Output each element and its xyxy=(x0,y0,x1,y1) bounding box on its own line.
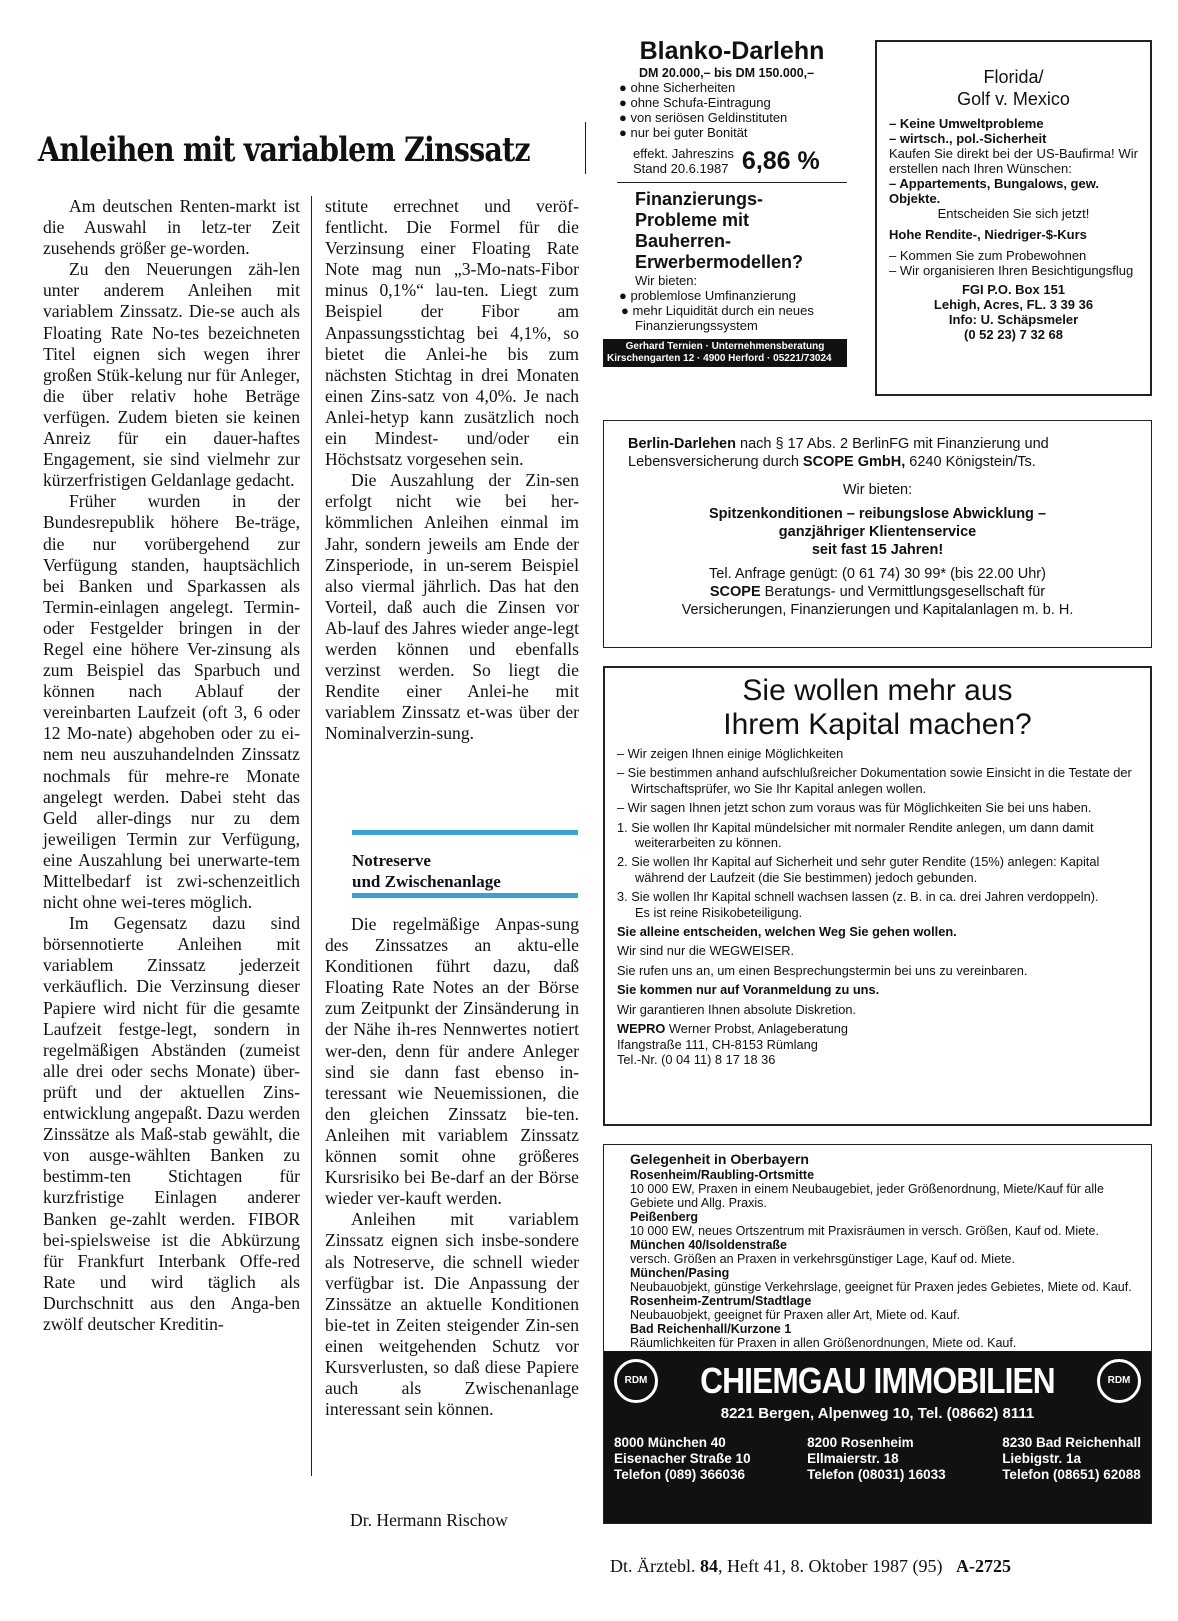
ad-title: Gelegenheit in Oberbayern xyxy=(630,1151,809,1167)
paragraph: Die regelmäßige Anpas-sung des Zinssatzes an aktu-elle Konditionen führt dazu, daß Floating Rate Notes an der Börse zum Zeitpunkt der Zinsänderung in der Nähe ih-res Nennwertes notiert wer-den, denn für andere Anleger sind sie dann fast ebenso in-teressant wie Neuemissionen, die den gleichen Zinssatz bie-ten. Anleihen mit variablem Zinssatz können somit ohne größeres Kursrisiko bei Be-darf an der Börse wieder ver-kauft werden. xyxy=(325,914,579,1209)
list-item: – Wir sagen Ihnen jetzt schon zum voraus was für Möglichkeiten Sie bei uns haben. xyxy=(617,800,1092,816)
list-item: 2. Sie wollen Ihr Kapital auf Sicherheit und sehr guter Rendite (15%) anlegen: Kapital während der Laufzeit (die Sie bestimmen) jedoch gebunden. xyxy=(617,854,1100,885)
ad-kapital xyxy=(603,666,1152,1126)
offer-label: Wir bieten: xyxy=(635,273,698,288)
contact-block: Tel. Anfrage genügt: (0 61 74) 30 99* (bis 22.00 Uhr) SCOPE Beratungs- und Vermittlungsgesellschaft für Versicherungen, Finanzierungen und Kapitalanlagen m. b. H. xyxy=(681,566,1074,618)
paragraph: Die Auszahlung der Zin-sen erfolgt nicht wie bei her-kömmlichen Anleihen einmal im Jahr, sondern jeweils am Ende der Zinsperiode, in un-serem Beispiel also viermal jährlich. Das hat den Vorteil, daß auch die Zinsen vor Ab-lauf des Jahres wieder ange-legt werden können und ebenfalls verzinst werden. So liegt die Rendite einer Anlei-he mit variablem Zinssatz et-was über der Nominalverzin-sung. xyxy=(325,470,579,744)
list-item: – Kommen Sie zum Probewohnen xyxy=(889,248,1087,263)
listing-entry: München/Pasing Neubauobjekt, günstige Verkehrslage, geeignet für Praxen jedes Gebietes, Miete od. Kauf. xyxy=(630,1266,1132,1294)
contact-line: Gerhard Ternien · Unternehmensberatung xyxy=(625,341,825,352)
list-item: ● mehr Liquidität durch ein neues Finanzierungssystem xyxy=(621,303,814,333)
list-item: ● von seriösen Geldinstituten xyxy=(619,110,788,125)
headline-line: Finanzierungs- xyxy=(635,189,764,209)
journal-name: Dt. Ärztebl. xyxy=(610,1556,700,1576)
list-item: ● ohne Schufa-Eintragung xyxy=(619,95,771,110)
ad-berlin xyxy=(603,420,1152,648)
list-item: – wirtsch., pol.-Sicherheit xyxy=(889,131,1047,146)
rdm-logo-icon: RDM xyxy=(614,1359,658,1403)
listing-entry: München 40/Isoldenstraße versch. Größen an Praxen in verkehrsgünstiger Lage, Kauf od. Miete. xyxy=(630,1238,1015,1266)
article-column-2 xyxy=(325,196,579,744)
paragraph: Sie alleine entscheiden, welchen Weg Sie gehen wollen. xyxy=(617,924,957,940)
headline-line: Probleme mit xyxy=(635,210,750,230)
paragraph: Im Gegensatz dazu sind börsennotierte Anleihen mit variablem Zinssatz jederzeit verkäuflich. Die Verzinsung dieser Papiere wird nicht für die gesamte Laufzeit festge-legt, sondern in regelmäßigen Abständen (zumeist alle drei oder sechs Monate) über-prüft und der aktuellen Zins-entwicklung angepaßt. Dazu werden Zinssätze als Maß-stab gewählt, die von ausge-wählten Banken zu bestimm-ten Stichtagen für kurzfristige Einlagen anderer Banken ge-zahlt werden. FIBOR bei-spielsweise ist die Abkürzung für Frankfurt Interbank Offe-red Rate und wird täglich als Durchschnitt aus den Anga-ben zwölf deutscher Kreditin- xyxy=(43,913,300,1334)
contact-block: WEPRO Werner Probst, Anlageberatung Ifangstraße 111, CH-8153 Rümlang Tel.-Nr. (0 04 11) 8 17 18 36 xyxy=(617,1021,848,1067)
rate-label: effekt. Jahreszins xyxy=(633,146,734,161)
ad-title: Florida/ Golf v. Mexico xyxy=(957,67,1070,109)
list-item: – Appartements, Bungalows, gew. Objekte. xyxy=(889,176,1099,206)
headline-line: Bauherren- xyxy=(635,231,732,251)
ad-chiemgau xyxy=(603,1144,1152,1524)
paragraph: Früher wurden in der Bundesrepublik höhere Be-träge, die nur vorübergehend zur Verfügung standen, hauptsächlich bei Banken und Sparkassen als Termin-einlagen angelegt. Termin-oder Festgelder bringen in der Regel eine höhere Ver-zinsung als zum Beispiel das Sparbuch und können nach Ablauf der vereinbarten Laufzeit (oft 3, 6 oder 12 Mo-nate) abgehoben oder zu ei-nem neu auszuhandelnden Zinssatz nochmals für mehre-re Monate angelegt werden. Dabei steht das Geld aller-dings nur zu dem jeweiligen Termin zur Verfügung, eine Auszahlung bei unerwarte-tem Mittelbedarf ist zwi-schenzeitlich nicht ohne wei-teres möglich. xyxy=(43,491,300,913)
article-title: Anleihen mit variablem Zinssatz xyxy=(38,130,530,170)
contact-line: Kirschengarten 12 · 4900 Herford · 05221/73024 xyxy=(607,353,832,364)
list-item: ● nur bei guter Bonität xyxy=(619,125,748,140)
paragraph: stitute errechnet und veröf-fentlicht. Die Formel für die Verzinsung einer Floating Rate Note mag nun „3-Mo-nats-Fibor minus 0,1%“ lau-ten. Liegt zum Beispiel der Fibor am Anpassungsstichtag bei 4,1%, so bietet die Anlei-he bis zum nächsten Stichtag in drei Monaten einen Zins-satz von 4,0%. Je nach Anlei-hetyp kann zusätzlich noch ein Mindest- und/oder ein Höchstsatz vorgesehen sein. xyxy=(325,196,579,470)
article-column-1 xyxy=(43,196,300,1335)
ad-subtitle: DM 20.000,– bis DM 150.000,– xyxy=(639,66,815,80)
subheading-rule-top xyxy=(352,830,578,835)
office: 8000 München 40 Eisenacher Straße 10 Telefon (089) 366036 xyxy=(614,1435,751,1482)
listing-entry: Bad Reichenhall/Kurzone 1 Räumlichkeiten für Praxen in allen Größenordnungen, Miete od. Kauf. xyxy=(630,1322,1017,1350)
rate-date: Stand 20.6.1987 xyxy=(633,161,729,176)
author: Dr. Hermann Rischow xyxy=(350,1510,508,1530)
list-item: – Wir zeigen Ihnen einige Möglichkeiten xyxy=(617,746,844,761)
list-item: – Keine Umweltprobleme xyxy=(889,116,1044,131)
volume: 84 xyxy=(699,1556,718,1576)
office: 8230 Bad Reichenhall Liebigstr. 1a Telefon (08651) 62088 xyxy=(1002,1435,1141,1482)
listing-entry: Rosenheim/Raubling-Ortsmitte 10 000 EW, Praxen in einem Neubaugebiet, jeder Größenordnung, Miete/Kauf für alle Gebiete und Allg. Praxis. xyxy=(630,1168,1104,1210)
contact-bar xyxy=(603,339,847,367)
list-item: 3. Sie wollen Ihr Kapital schnell wachsen lassen (z. B. in ca. drei Jahren verdoppeln). xyxy=(617,889,1099,905)
office: 8200 Rosenheim Ellmaierstr. 18 Telefon (08031) 16033 xyxy=(807,1435,946,1482)
subheading-line: und Zwischenanlage xyxy=(352,872,501,891)
listing-entry: Peißenberg 10 000 EW, neues Ortszentrum mit Praxisräumen in versch. Größen, Kauf od. Miete. xyxy=(630,1210,1099,1238)
paragraph: Entscheiden Sie sich jetzt! xyxy=(937,206,1090,221)
list-item: 1. Sie wollen Ihr Kapital mündelsicher mit normaler Rendite anlegen, um dann damit weiterarbeiten zu können. xyxy=(617,819,1094,851)
ad-blanko xyxy=(603,36,861,406)
ad-title: Blanko-Darlehn xyxy=(639,37,825,65)
ad-title: Sie wollen mehr aus Ihrem Kapital machen? xyxy=(723,674,1032,741)
paragraph: Zu den Neuerungen zäh-len unter anderem Anleihen mit variablem Zinssatz. Die-se auch als Floating Rate No-tes bezeichneten Titel eignen sich wegen ihrer großen Stük-kelung nur für Anleger, die über relativ hohe Beträge verfügen. Zudem bieten sie keinen Anreiz für ein dauer-haftes Engagement, sie sind vielmehr zur kürzerfristigen Geldanlage gedacht. xyxy=(43,259,300,491)
paragraph: Anleihen mit variablem Zinssatz eignen sich insbe-sondere als Notreserve, die schnell wieder verfügbar ist. Die Anpassung der Zinssätze an aktuelle Konditionen bie-tet in Zeiten steigender Zin-sen einen weitgehenden Schutz vor Kursverlusten, so daß diese Papiere auch als Zwischenanlage interessant sein können. xyxy=(325,1209,579,1420)
subheading xyxy=(352,850,501,892)
interest-rate: 6,86 % xyxy=(741,147,820,175)
list-item: ● ohne Sicherheiten xyxy=(619,80,736,95)
ad-florida xyxy=(875,40,1152,396)
list-item: – Sie bestimmen anhand aufschlußreicher Dokumentation sowie Einsicht in die Testate der Wirtschaftsprüfer, wo Sie Ihr Kapital anlegen wollen. xyxy=(617,765,1132,796)
column-rule xyxy=(311,196,312,1476)
page-footer xyxy=(610,1556,1011,1577)
brand-name: CHIEMGAU IMMOBILIEN xyxy=(700,1360,1055,1401)
rdm-logo-icon: RDM xyxy=(1097,1359,1141,1403)
issue: , Heft 41, 8. Oktober 1987 (95) xyxy=(717,1556,943,1576)
page-number: A-2725 xyxy=(955,1556,1011,1576)
contact-block: FGI P.O. Box 151 Lehigh, Acres, FL. 3 39 36 Info: U. Schäpsmeler (0 52 23) 7 32 68 xyxy=(933,282,1094,342)
subheading-line: Notreserve xyxy=(352,851,431,870)
article-column-2b xyxy=(325,914,579,1420)
brand-block xyxy=(604,1351,1151,1523)
list-item: ● problemlose Umfinanzierung xyxy=(619,288,796,303)
headline-line: Erwerbermodellen? xyxy=(635,252,804,272)
list-item: Es ist reine Risikobeteiligung. xyxy=(635,904,803,920)
paragraph: Berlin-Darlehen nach § 17 Abs. 2 BerlinFG mit Finanzierung und Lebensversicherung durch SCOPE GmbH, 6240 Königstein/Ts. xyxy=(628,436,1049,470)
list-item: – Wir organisieren Ihren Besichtigungsflug xyxy=(889,263,1134,278)
paragraph: Am deutschen Renten-markt ist die Auswahl in letz-ter Zeit zusehends größer ge-worden. xyxy=(43,196,300,259)
paragraph: Wir garantieren Ihnen absolute Diskretion. xyxy=(617,1001,856,1017)
paragraph: Sie kommen nur auf Voranmeldung zu uns. xyxy=(617,982,880,998)
title-rule xyxy=(585,122,586,174)
offices xyxy=(614,1435,1141,1483)
paragraph: Hohe Rendite-, Niedriger-$-Kurs xyxy=(889,227,1087,242)
subheading-rule-bottom xyxy=(352,893,578,898)
brand-address: 8221 Bergen, Alpenweg 10, Tel. (08662) 8111 xyxy=(720,1405,1035,1422)
paragraph: Sie rufen uns an, um einen Besprechungstermin bei uns zu vereinbaren. xyxy=(617,962,1028,978)
offer-label: Wir bieten: xyxy=(842,482,913,498)
paragraph: Kaufen Sie direkt bei der US-Baufirma! Wir erstellen nach Ihren Wünschen: xyxy=(889,146,1138,176)
listing-entry: Rosenheim-Zentrum/Stadtlage Neubauobjekt, geeignet für Praxen aller Art, Miete od. Kauf. xyxy=(630,1294,961,1322)
highlight: Spitzenkonditionen – reibungslose Abwicklung – ganzjähriger Klientenservice seit fast 15 Jahren! xyxy=(708,506,1047,558)
paragraph: Wir sind nur die WEGWEISER. xyxy=(617,943,795,959)
listing xyxy=(630,1168,1133,1350)
